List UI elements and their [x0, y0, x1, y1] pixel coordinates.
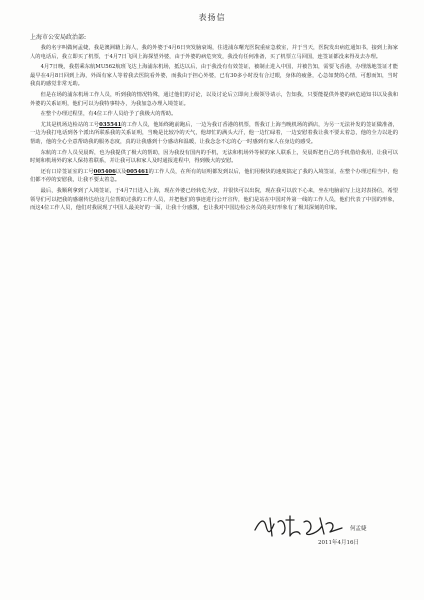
paragraph-text: 的工作人员，他始终跑前跑后，一边为我订香港的机票，帮我订上海当晚机场的酒店，为另一无法补发的签证做准备，一边为我打电话到各个派出所联系我的关系证明，当晚是比较冷的天气，他却忙的满头大汗，他一边忙碌着，一边安慰着我让我不要太着急，他的全力以赴的帮助，他的全心全意帮助我的服务态度，真的让我感到十分感动和温暖，让我念念不忘的心一时感到有家人在身边的感受。	[30, 121, 398, 145]
paragraph-text: 以及	[115, 168, 127, 175]
signature-block	[250, 512, 400, 540]
body-paragraph	[30, 168, 398, 185]
body-paragraph	[30, 63, 398, 89]
paragraph-text: 东航的工作人员吴晨晖，也为我提供了极大的帮助，因为我没有国内的手机，无法和机场外等候的家人联系上，吴晨晖把自己的手机借给我用，让我可以时刻和机场外的家人保持着联系，并让我可以和家人及时通报进程中，得到极大的安慰。	[30, 149, 398, 165]
paragraph-text: 尤其是机场边检站的工号	[40, 121, 100, 128]
underlined-staff-id: 005461	[126, 168, 149, 175]
body-paragraph	[30, 121, 398, 147]
paragraph-text: 的工作人员，在所有的证明都发到以后，他们用极快的速度搞定了我的入境签证，在整个办理过程当中，他们都不停的安慰我，让我不要太着急。	[30, 168, 398, 184]
handwritten-signature	[250, 512, 350, 540]
body-paragraph	[30, 91, 398, 108]
body-paragraph	[30, 187, 398, 213]
body-paragraph	[30, 110, 398, 119]
paragraph-text: 4月7日晚，我搭乘东航MU562航班飞达上海浦东机场，抵达以后，由于我没有有效签证，被制止进入中国，并被告知，需要飞香港，办理落地签证才能最早在4月8日回到上海，外面有家人等着我去医院看外婆，而我由于担心外婆，已有30多小时没有合过眼，身体的疲惫，心急如焚的心情，可想而知，当时我真的感觉非常无助。	[30, 64, 398, 88]
underlined-staff-id: 035541	[99, 121, 122, 128]
body-paragraph	[30, 149, 398, 166]
page-title: 表扬信	[198, 13, 226, 22]
paragraph-text: 但是在场的浦东机场工作人员，听到我的情况特殊，通过他们的讨论，以及讨论后立即向上级领导请示，告知我，只要能提供外婆的病危通知书以及我和外婆的关系证明，他们可以为我特事特办，为我加急办理入境签证。	[30, 91, 398, 107]
body-paragraph	[30, 44, 398, 61]
printed-name: 何孟婕	[350, 526, 367, 532]
paragraph-text: 最后，我顺利拿到了入境签证，于4月7日进入上海，现在外婆已经转危为安，并很快可以出院，现在我可以放下心来，坐在电脑前写上这封表扬信，希望领导们可以把我的感谢传达给这几位帮助过我的工作人员，并把他们的事迹进行公开宣传，他们是站在中国对外第一线的工作人员，他们代表了中国的形象，而这4位工作人员，他们对我展现了中国人最美好的一面，让我十分感激，也让我对中国边检公务员的美好形象有了极其深刻的印象。	[30, 187, 398, 212]
letter-date: 2011年4月16日	[318, 540, 359, 546]
paragraph-text: 我的名字叫做何孟婕，我是澳洲籍上海人，我的外婆于4月6日突发脑衰竭，住进浦东曙光医院重症急救室，并于当天，医院发出病危通知书，接到上海家人的电话后，我立即买了机票，于4月7日飞回上海探望外婆，由于外婆的病危突发，我没有任何准备，买了机票立马回国，连签证都没来得及去办理。	[30, 45, 398, 60]
recipient-line: 上海市公安局政治部:	[30, 34, 87, 41]
underlined-staff-id: 005406	[93, 168, 116, 175]
paragraph-text: 还有口岸签证室的工号	[40, 168, 94, 175]
letter-body	[30, 44, 398, 215]
paragraph-text: 在整个办理过程里，有4位工作人员给予了我极大的帮助。	[40, 111, 177, 118]
